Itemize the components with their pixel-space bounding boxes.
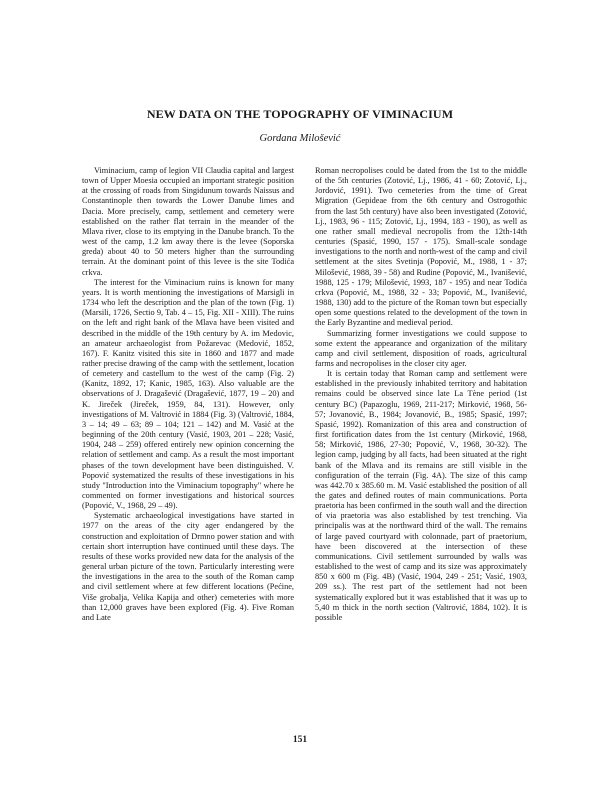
left-column: [82, 166, 294, 623]
paragraph: Roman necropolises could be dated from the 1st to the middle of the 5th centuries (Zotović, Lj., 1986, 41 - 60; Zotović, Lj., Jordović, 1991). Two cemeteries from the time of Great Migration (Gepideae from the 6th century and Ostrogothic from the last 5th century) have also been investigated (Zotović, Lj., 1983, 96 - 115; Zotović, Lj., 1994, 183 - 190), as well as one rather small medieval necropolis from the 12th-14th centuries (Spasić, 1990, 157 - 175). Small-scale sondage investigations to the north and north-west of the camp and civil settlement at the sites Svetinja (Popović, M., 1988, 1 - 37; Milošević, 1988, 39 - 58) and Rudine (Popović, M., Ivanišević, 1988, 125 - 179; Milošević, 1993, 187 - 195) and near Todića crkva (Popović, M., 1988, 32 - 33; Popović, M., Ivanišević, 1988, 130) add to the picture of the Roman town but especially open some questions related to the development of the town in the Early Byzantine and medieval period.: [315, 166, 527, 328]
paragraph: Viminacium, camp of legion VII Claudia capital and largest town of Upper Moesia occupied an important strategic position at the crossing of roads from Singidunum towards Naissus and Constantinople then towards the Lower Danube limes and Dacia. More precisely, camp, settlement and cemetery were established on the rather flat terrain in the meander of the Mlava river, close to its emptying in the Danube branch. To the west of the camp, 1.2 km away there is the levee (Soporska greda) about 40 to 50 meters higher than the surrounding terrain. At the dominant point of this levee is the site Todića crkva.: [82, 166, 294, 277]
paragraph: The interest for the Viminacium ruins is known for many years. It is worth mentioning the investigations of Marsigli in 1734 who left the description and the plan of the town (Fig. 1) (Marsili, 1726, Sectio 9, Tab. 4 – 15, Fig. XII - XIII). The ruins on the left and right bank of the Mlava have been visited and described in the middle of the 19th century by A. im Medovic, an amateur archaeologist from Požarevac (Medović, 1852, 167). F. Kanitz visited this site in 1860 and 1877 and made rather precise drawing of the camp with the settlement, location of cemetery and castellum to the west of the camp (Fig. 2) (Kanitz, 1892, 17; Kanic, 1985, 163). Also valuable are the observations of J. Dragašević (Dragašević, 1877, 19 – 20) and K. Jireček (Jireček, 1959, 84, 131). However, only investigations of M. Valtrović in 1884 (Fig. 3) (Valtrović, 1884, 3 – 14; 49 – 63; 89 – 104; 121 – 142) and M. Vasić at the beginning of the 20th century (Vasić, 1903, 201 – 228; Vasić, 1904, 248 – 259) offered entirely new opinion concerning the relation of settlement and camp. As a result the most important phases of the town development have been distinguished. V. Popović systematized the results of these investigations in his study "Introduction into the Viminacium topography" where he commented on former investigations and historical sources (Popović, V., 1968, 29 – 49).: [82, 277, 294, 511]
page-number: 151: [292, 735, 308, 745]
article-title: NEW DATA ON THE TOPOGRAPHY OF VIMINACIUM: [146, 107, 454, 121]
right-column: [315, 166, 527, 623]
paragraph: Systematic archaeological investigations have started in 1977 on the areas of the city ager endangered by the construction and exploitation of Drmno power station and with certain short interruption have continued until these days. The results of these works provided new data for the analysis of the general urban picture of the town. Particularly interesting were the investigations in the area to the south of the Roman camp and civil settlement where at few different locations (Pećine, Više grobalja, Velika Kapija and other) cemeteries with more than 12,000 graves have been explored (Fig. 4). Five Roman and Late: [82, 511, 294, 622]
paragraph: Summarizing former investigations we could suppose to some extent the appearance and organization of the military camp and civil settlement, disposition of roads, agricultural farms and necropolises in the closer city ager.: [315, 328, 527, 368]
article-author: Gordana Milošević: [259, 133, 341, 144]
paragraph: It is certain today that Roman camp and settlement were established in the previously inhabited territory and habitation remains could be observed since late La Tène period (1st century BC) (Papazoglu, 1969, 211-217; Mirković, 1968, 56-57; Jovanović, B., 1984; Jovanović, B., 1985; Spasić, 1997; Spasić, 1992). Romanization of this area and construction of first fortification dates from the 1st century (Mirković, 1968, 58; Mirković, 1986, 27-30; Popović, V., 1968, 30-32). The legion camp, judging by all facts, had been situated at the right bank of the Mlava and its remains are still visible in the configuration of the terrain (Fig. 4A). The size of this camp was 442.70 x 385.60 m. M. Vasić established the position of all the gates and defined routes of main communications. Porta praetoria has been confirmed in the south wall and the direction of via praetoria was also established by test trenching. Via principalis was at the northward third of the wall. The remains of large paved courtyard with colonnade, part of praetorium, have been discovered at the intersection of these communications. Civil settlement surrounded by walls was established to the west of camp and its size was approximately 850 x 600 m (Fig. 4B) (Vasić, 1904, 249 - 251; Vasić, 1903, 209 ss.). The rest part of the settlement had not been systematically explored but it was established that it was up to 5,40 m thick in the north section (Valtrović, 1884, 102). It is possible: [315, 369, 527, 622]
